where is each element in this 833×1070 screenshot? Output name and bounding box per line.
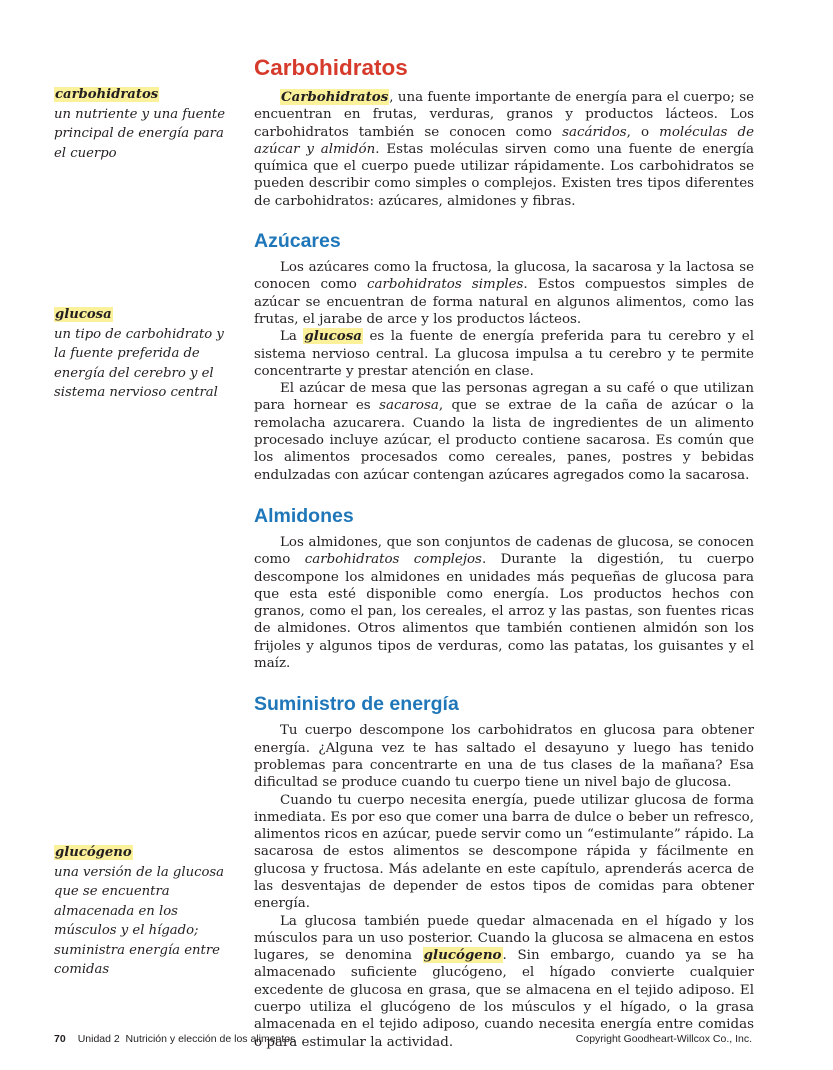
unit-title: Unidad 2 Nutrición y elección de los alimentos xyxy=(77,1033,296,1045)
glossary-term: glucógeno xyxy=(55,845,132,860)
glossary-entry-glucogeno xyxy=(54,843,234,980)
paragraph: Los azúcares como la fructosa, la glucosa, la sacarosa y la lactosa se conocen como carbohidratos simples. Estos compuestos simples de azúcar se encuentran de forma natural en algunos alimentos, como las frutas, el jarabe de arce y los productos lácteos. xyxy=(254,260,754,327)
footer-left xyxy=(54,1033,295,1045)
paragraph: Los almidones, que son conjuntos de cadenas de glucosa, se conocen como carbohidratos complejos. Durante la digestión, tu cuerpo descompone los almidones en unidades más pequeñas de glucosa para que esta esté disponible como energía. Los productos hechos con granos, como el pan, los cereales, el arroz y las pastas, son fuentes ricas de almidones. Otros alimentos que también contienen almidón son los frijoles y algunos tipos de verduras, como las patatas, los guisantes y el maíz. xyxy=(254,534,755,672)
paragraph: Cuando tu cuerpo necesita energía, puede utilizar glucosa de forma inmediata. Es por eso que comer una barra de dulce o beber un refresco, alimentos ricos en azúcar, puede servir como un “estimulante” rápido. La sacarosa de estos alimentos se descompone rápida y fácilmente en glucosa y fructosa. Más adelante en este capítulo, aprenderás acerca de las desventajas de depender de estos tipos de comidas para obtener energía. xyxy=(254,792,754,912)
glossary-definition: un nutriente y una fuente principal de energía para el cuerpo xyxy=(54,106,226,161)
paragraph: Tu cuerpo descompone los carbohidratos en glucosa para obtener energía. ¿Alguna vez te has saltado el desayuno y luego has tenido problemas para concentrarte en una de tus clases de la mañana? Esa dificultad se produce cuando tu cuerpo tiene un nivel bajo de glucosa. xyxy=(254,723,754,791)
page-number: 70 xyxy=(54,1033,66,1045)
paragraph: La glucosa también puede quedar almacenada en el hígado y los músculos para un uso posterior. Cuando la glucosa se almacena en estos lugares, se denomina glucógeno. Sin embargo, cuando ya se ha almacenado suficiente glucógeno, el hígado convierte cualquier excedente de glucosa en grasa, que se almacena en el tejido adiposo. El cuerpo utiliza el glucógeno de los músculos y el hígado, o la grasa almacenada en el tejido adiposo, cuando necesita energía entre comidas o para estimular la actividad. xyxy=(254,913,754,1050)
key-term-glucogeno: glucógeno xyxy=(423,947,502,964)
glossary-entry-glucosa xyxy=(54,305,234,403)
section-heading-almidones: Almidones xyxy=(254,504,354,527)
glossary-definition: un tipo de carbohidrato y la fuente preferida de energía del cerebro y el sistema nervioso central xyxy=(54,326,224,400)
section-heading-suministro: Suministro de energía xyxy=(254,693,459,716)
glossary-term: glucosa xyxy=(55,307,112,322)
intro-paragraph: Carbohidratos, una fuente importante de energía para el cuerpo; se encuentran en frutas, verduras, granos y productos lácteos. Los carbohidratos también se conocen como sacáridos, o moléculas de azúcar y almidón. Estas moléculas sirven como una fuente de energía química que el cuerpo puede utilizar rápidamente. Los carbohidratos se pueden describir como simples o complejos. Existen tres tipos diferentes de carbohidratos: azúcares, almidones y fibras. xyxy=(254,89,755,209)
main-content xyxy=(254,52,754,1051)
section-heading-azucares: Azúcares xyxy=(254,230,341,253)
glossary-definition: una versión de la glucosa que se encuentra almacenada en los músculos y el hígado; suministra energía entre comidas xyxy=(54,864,225,977)
glossary-entry-carbohidratos xyxy=(54,85,234,163)
key-term-glucosa: glucosa xyxy=(304,328,362,345)
key-term-carbohidratos: Carbohidratos xyxy=(281,89,389,105)
page-title: Carbohidratos xyxy=(254,55,408,80)
copyright: Copyright Goodheart-Willcox Co., Inc. xyxy=(575,1033,752,1045)
paragraph: La glucosa es la fuente de energía preferida para tu cerebro y el sistema nervioso central. La glucosa impulsa a tu cerebro y te permite concentrarte y prestar atención en clase. xyxy=(254,328,755,379)
glossary-term: carbohidratos xyxy=(55,87,159,102)
paragraph: El azúcar de mesa que las personas agregan a su café o que utilizan para hornear es sacarosa, que se extrae de la caña de azúcar o la remolacha azucarera. Cuando la lista de ingredientes de un alimento procesado incluye azúcar, el producto contiene sacarosa. Es común que los alimentos procesados como cereales, panes, postres y bebidas endulzadas con azúcar contengan azúcares agregados como la sacarosa. xyxy=(254,381,754,483)
